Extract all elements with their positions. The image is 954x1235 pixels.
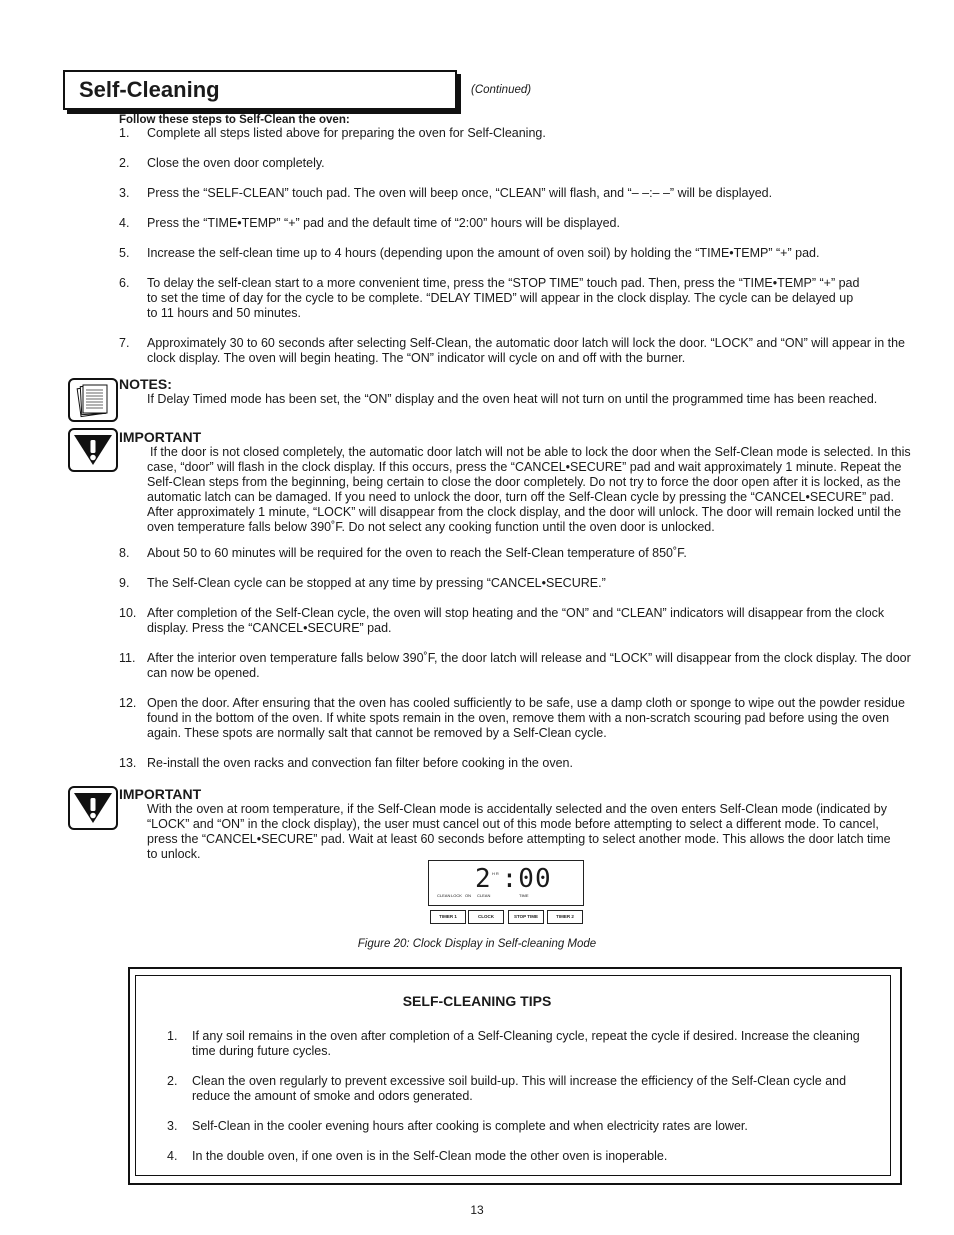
list-item [119, 216, 914, 231]
list-item [119, 756, 914, 771]
step-number: 1. [119, 126, 130, 140]
tip-text: In the double oven, if one oven is in the Self-Clean mode the other oven is inoperable. [192, 1149, 668, 1163]
display-time [475, 865, 552, 893]
step-number: 2. [119, 156, 130, 170]
continued-label: (Continued) [471, 84, 532, 96]
figure-caption: Figure 20: Clock Display in Self-cleaning Mode [357, 938, 597, 950]
notes-text: If Delay Timed mode has been set, the “ON” display and the oven heat will not turn on until the programmed time has been reached. [147, 392, 878, 406]
tip-item [167, 1119, 877, 1134]
step-text: Increase the self-clean time up to 4 hours (depending upon the amount of oven soil) by holding the “TIME•TEMP” “+” pad. [147, 246, 820, 260]
tip-item [167, 1149, 877, 1164]
steps-intro: Follow these steps to Self-Clean the oven: [119, 114, 350, 126]
indicator-clean-2: CLEAN [477, 893, 491, 898]
step-number: 5. [119, 246, 130, 260]
list-item [119, 606, 914, 636]
step-text: The Self-Clean cycle can be stopped at any time by pressing “CANCEL•SECURE.” [147, 576, 606, 590]
indicator-clean: CLEAN [437, 893, 451, 898]
tip-text: Clean the oven regularly to prevent excessive soil build-up. This will increase the efficiency of the Self-Clean cycle and reduce the amount of smoke and odors generated. [192, 1074, 847, 1103]
step-text: Complete all steps listed above for preparing the oven for Self-Cleaning. [147, 126, 546, 140]
page-title: Self-Cleaning [79, 77, 220, 102]
list-item [119, 186, 914, 201]
indicator-time: TIME [519, 893, 529, 898]
step-number: 3. [119, 186, 130, 200]
tip-number: 2. [167, 1074, 178, 1088]
step-number: 11. [119, 651, 136, 665]
step-number: 4. [119, 216, 130, 230]
timer-1-button: TIMER 1 [430, 910, 466, 924]
list-item [119, 696, 914, 741]
step-text: Open the door. After ensuring that the oven has cooled sufficiently to be safe, use a damp cloth or sponge to wipe out the powder residue found in the bottom of the oven. If white spots remain in the oven, remove them with a non-scratch scouring pad before using the oven again. These spots are normally salt that cannot be removed by a Self-Clean cycle. [147, 696, 905, 740]
step-text: Press the “SELF-CLEAN” touch pad. The oven will beep once, “CLEAN” will flash, and “– –:– –” will be displayed. [147, 186, 773, 200]
list-item [119, 651, 914, 681]
list-item [119, 156, 914, 171]
tip-item [167, 1029, 877, 1059]
list-item [119, 546, 914, 561]
step-text: Re-install the oven racks and convection fan filter before cooking in the oven. [147, 756, 573, 770]
clock-button: CLOCK [468, 910, 504, 924]
list-item [119, 336, 914, 366]
tip-number: 3. [167, 1119, 178, 1133]
notes-icon [68, 378, 118, 422]
step-text: Close the oven door completely. [147, 156, 325, 170]
step-number: 6. [119, 276, 130, 290]
display-minutes: :00 [501, 864, 552, 894]
list-item [119, 576, 914, 591]
step-number: 9. [119, 576, 130, 590]
tip-text: Self-Clean in the cooler evening hours after cooking is complete and when electricity rates are lower. [192, 1119, 748, 1133]
tip-text: If any soil remains in the oven after completion of a Self-Cleaning cycle, repeat the cycle if desired. Increase the cleaning time during future cycles. [192, 1029, 860, 1058]
tip-number: 1. [167, 1029, 178, 1043]
important-heading: IMPORTANT [119, 429, 202, 445]
tip-number: 4. [167, 1149, 178, 1163]
tips-title: SELF-CLEANING TIPS [402, 993, 552, 1009]
display-hr-label: HR [492, 871, 500, 876]
tip-item [167, 1074, 877, 1104]
indicator-on: ON [465, 893, 471, 898]
list-item [119, 126, 914, 141]
step-text: Press the “TIME•TEMP” “+” pad and the default time of “2:00” hours will be displayed. [147, 216, 620, 230]
important-text: If the door is not closed completely, the automatic door latch will not be able to lock the door when the Self-Clean mode is selected. In this case, “door” will flash in the clock display. If this occurs, press the “CANCEL•SECURE” pad and wait approximately 1 minute. Repeat the Self-Clean steps from the beginning, being certain to close the door completely. Do not try to force the door open after it is locked, as the automatic latch can be damaged. If you need to unlock the door, turn off the Self-Clean cycle by pressing the “CANCEL•SECURE” pad. After approximately 1 minute, “LOCK” will disappear from the clock display, and the door will unlock. The door will remain locked until the oven temperature falls below 390˚F. Do not select any cooking function until the oven door is unlocked. [147, 445, 911, 534]
step-number: 7. [119, 336, 130, 350]
page-number: 13 [470, 1203, 484, 1217]
step-text: After completion of the Self-Clean cycle, the oven will stop heating and the “ON” and “CLEAN” indicators will disappear from the clock display. Press the “CANCEL•SECURE” pad. [147, 606, 885, 635]
step-text: About 50 to 60 minutes will be required for the oven to reach the Self-Clean temperature of 850˚F. [147, 546, 687, 560]
indicator-lock: LOCK [451, 893, 462, 898]
important-text: With the oven at room temperature, if the Self-Clean mode is accidentally selected and the oven enters Self-Clean mode (indicated by “LOCK” and “ON” in the clock display), the user must cancel out of this mode before attempting to select a different mode. To cancel, press the “CANCEL•SECURE” pad. Wait at least 60 seconds before attempting to select another mode. This allows the door latch time to unlock. [147, 802, 891, 861]
list-item [119, 246, 914, 261]
step-number: 12. [119, 696, 137, 710]
display-hour: 2 [475, 864, 492, 894]
list-item [119, 276, 864, 321]
step-number: 8. [119, 546, 130, 560]
step-text: Approximately 30 to 60 seconds after selecting Self-Clean, the automatic door latch will lock the door. “LOCK” and “ON” will appear in the clock display. The oven will begin heating. The “ON” indicator will cycle on and off with the burner. [147, 336, 906, 365]
warning-icon [68, 786, 118, 830]
step-text: After the interior oven temperature falls below 390˚F, the door latch will release and “LOCK” will disappear from the clock display. The door can now be opened. [147, 651, 911, 680]
clock-display [428, 860, 584, 906]
step-text: To delay the self-clean start to a more convenient time, press the “STOP TIME” touch pad. Then, press the “TIME•TEMP” “+” pad to set the time of day for the cycle to be complete. “DELAY TIMED” will appear in the clock display. The cycle can be delayed up to 11 hours and 50 minutes. [147, 276, 860, 320]
notes-heading: NOTES: [119, 376, 172, 392]
warning-icon [68, 428, 118, 472]
timer-2-button: TIMER 2 [547, 910, 583, 924]
step-number: 10. [119, 606, 137, 620]
important-heading: IMPORTANT [119, 786, 202, 802]
section-title-box [63, 70, 457, 110]
step-number: 13. [119, 756, 137, 770]
stop-time-button: STOP TIME [508, 910, 544, 924]
